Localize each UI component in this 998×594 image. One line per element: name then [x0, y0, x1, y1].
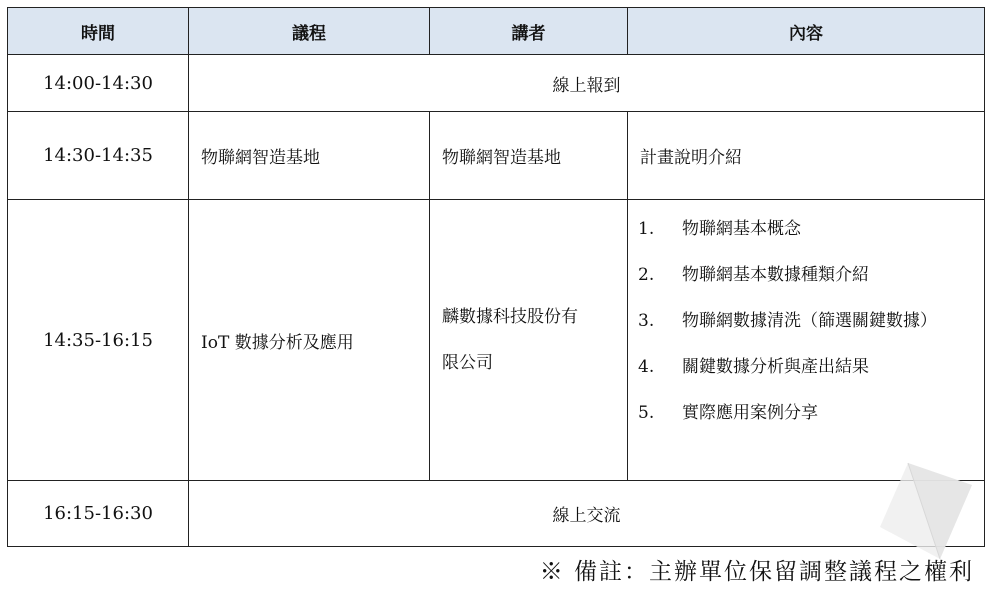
- item-text: 物聯網數據清洗（篩選關鍵數據）: [682, 311, 937, 331]
- content-list: [628, 200, 984, 436]
- header-speaker: 講者: [430, 8, 628, 55]
- speaker-cell: [430, 200, 628, 481]
- time-cell: 14:35-16:15: [8, 200, 189, 481]
- item-number: 2.: [638, 265, 655, 285]
- agenda-cell: IoT 數據分析及應用: [189, 200, 430, 481]
- list-item: [638, 206, 984, 252]
- list-item: [638, 252, 984, 298]
- item-number: 1.: [638, 219, 655, 239]
- agenda-table: [7, 7, 985, 547]
- table-row: [8, 481, 985, 547]
- item-text: 關鍵數據分析與產出結果: [682, 357, 869, 377]
- item-text: 實際應用案例分享: [682, 403, 818, 423]
- header-time: 時間: [8, 8, 189, 55]
- networking-cell: 線上交流: [189, 481, 985, 547]
- speaker-cell: 物聯網智造基地: [430, 112, 628, 200]
- item-text: 物聯網基本數據種類介紹: [682, 265, 869, 285]
- item-number: 3.: [638, 311, 655, 331]
- footnote: ※ 備註：主辦單位保留調整議程之權利: [539, 559, 974, 585]
- item-number: 4.: [638, 357, 655, 377]
- list-item: [638, 344, 984, 390]
- agenda-cell: 物聯網智造基地: [189, 112, 430, 200]
- time-cell: 14:30-14:35: [8, 112, 189, 200]
- header-content: 內容: [628, 8, 985, 55]
- time-cell: 16:15-16:30: [8, 481, 189, 547]
- list-item: [638, 390, 984, 436]
- item-number: 5.: [638, 403, 655, 423]
- speaker-line: 限公司: [442, 353, 493, 373]
- list-item: [638, 298, 984, 344]
- checkin-cell: 線上報到: [189, 55, 985, 112]
- header-agenda: 議程: [189, 8, 430, 55]
- watermark-icon: [870, 455, 980, 565]
- header-row: [8, 8, 985, 55]
- table-row: [8, 200, 985, 481]
- time-cell: 14:00-14:30: [8, 55, 189, 112]
- content-cell: [628, 200, 985, 481]
- item-text: 物聯網基本概念: [682, 219, 801, 239]
- table-row: [8, 112, 985, 200]
- content-cell: 計畫說明介紹: [628, 112, 985, 200]
- table-row: [8, 55, 985, 112]
- speaker-line: 麟數據科技股份有: [442, 307, 578, 327]
